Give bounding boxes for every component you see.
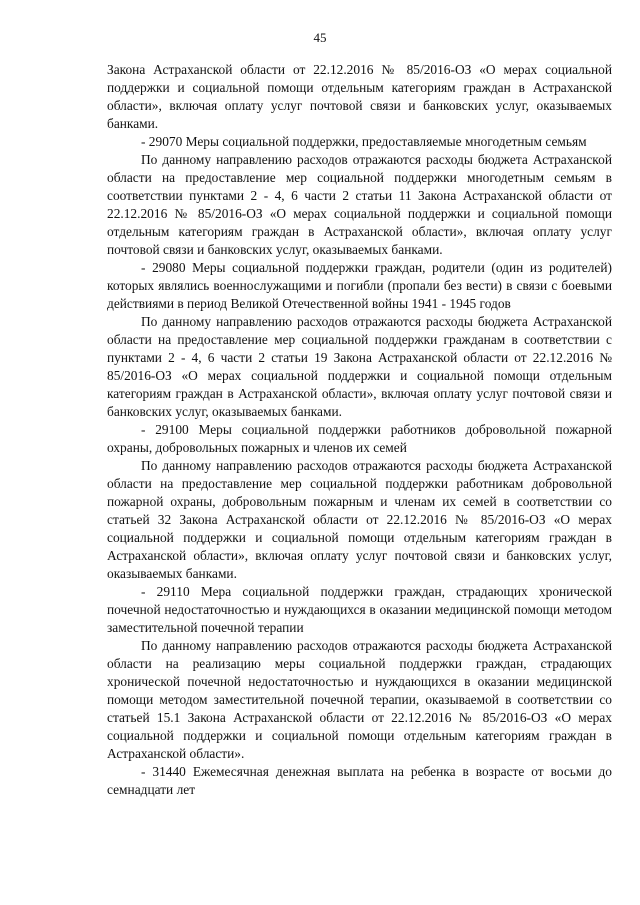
paragraph-29080-description: По данному направлению расходов отражаются расходы бюджета Астраханской области на предоставление мер социальной поддержки гражданам в соответствии с пунктами 2 - 4, 6 части 2 статьи 19 Закона Астраханской области от 22.12.2016 № 85/2016-ОЗ «О мерах социальной поддержки и социальной помощи отдельным категориям граждан в Астраханской области», включая оплату услуг почтовой связи и банковских услуг, оказываемых банками. — [107, 314, 612, 419]
item-heading-29080: - 29080 Меры социальной поддержки граждан, родители (один из родителей) которых являлись военнослужащими и погибли (пропали без вести) в связи с боевыми действиями в период Великой Отечественной войны 1941 - 1945 годов — [107, 260, 612, 311]
paragraph-29100-description: По данному направлению расходов отражаются расходы бюджета Астраханской области на предоставление мер социальной поддержки работникам добровольной пожарной охраны, добровольным пожарным и членам их семей в соответствии со статьей 32 Закона Астраханской области от 22.12.2016 № 85/2016-ОЗ «О мерах социальной поддержки и социальной помощи отдельным категориям граждан в Астраханской области», включая оплату услуг почтовой связи и банковских услуг, оказываемых банками. — [107, 458, 612, 581]
document-body — [107, 61, 612, 799]
paragraph-29110-description: По данному направлению расходов отражаются расходы бюджета Астраханской области на реализацию меры социальной поддержки граждан, страдающих хронической почечной недостаточностью и нуждающихся в оказании медицинской помощи методом заместительной почечной терапии, оказываемой в соответствии со статьей 15.1 Закона Астраханской области от 22.12.2016 № 85/2016-ОЗ «О мерах социальной поддержки и социальной помощи отдельным категориям граждан в Астраханской области». — [107, 638, 612, 761]
paragraph-continuation: Закона Астраханской области от 22.12.2016 № 85/2016-ОЗ «О мерах социальной поддержки и социальной помощи отдельным категориям граждан в Астраханской области», включая оплату услуг почтовой связи и банковских услуг, оказываемых банками. — [107, 62, 612, 131]
item-heading-29110: - 29110 Мера социальной поддержки граждан, страдающих хронической почечной недостаточностью и нуждающихся в оказании медицинской помощи методом заместительной почечной терапии — [107, 584, 612, 635]
paragraph-29070-description: По данному направлению расходов отражаются расходы бюджета Астраханской области на предоставление мер социальной поддержки многодетным семьям в соответствии пунктами 2 - 4, 6 части 2 статьи 11 Закона Астраханской области от 22.12.2016 № 85/2016-ОЗ «О мерах социальной поддержки и социальной помощи отдельным категориям граждан в Астраханской области», включая оплату услуг почтовой связи и банковских услуг, оказываемых банками. — [107, 152, 612, 257]
item-heading-29070: - 29070 Меры социальной поддержки, предоставляемые многодетным семьям — [141, 134, 587, 149]
item-heading-31440: - 31440 Ежемесячная денежная выплата на ребенка в возрасте от восьми до семнадцати лет — [107, 764, 612, 797]
page-number: 45 — [313, 30, 327, 45]
item-heading-29100: - 29100 Меры социальной поддержки работников добровольной пожарной охраны, добровольных пожарных и членов их семей — [107, 422, 612, 455]
